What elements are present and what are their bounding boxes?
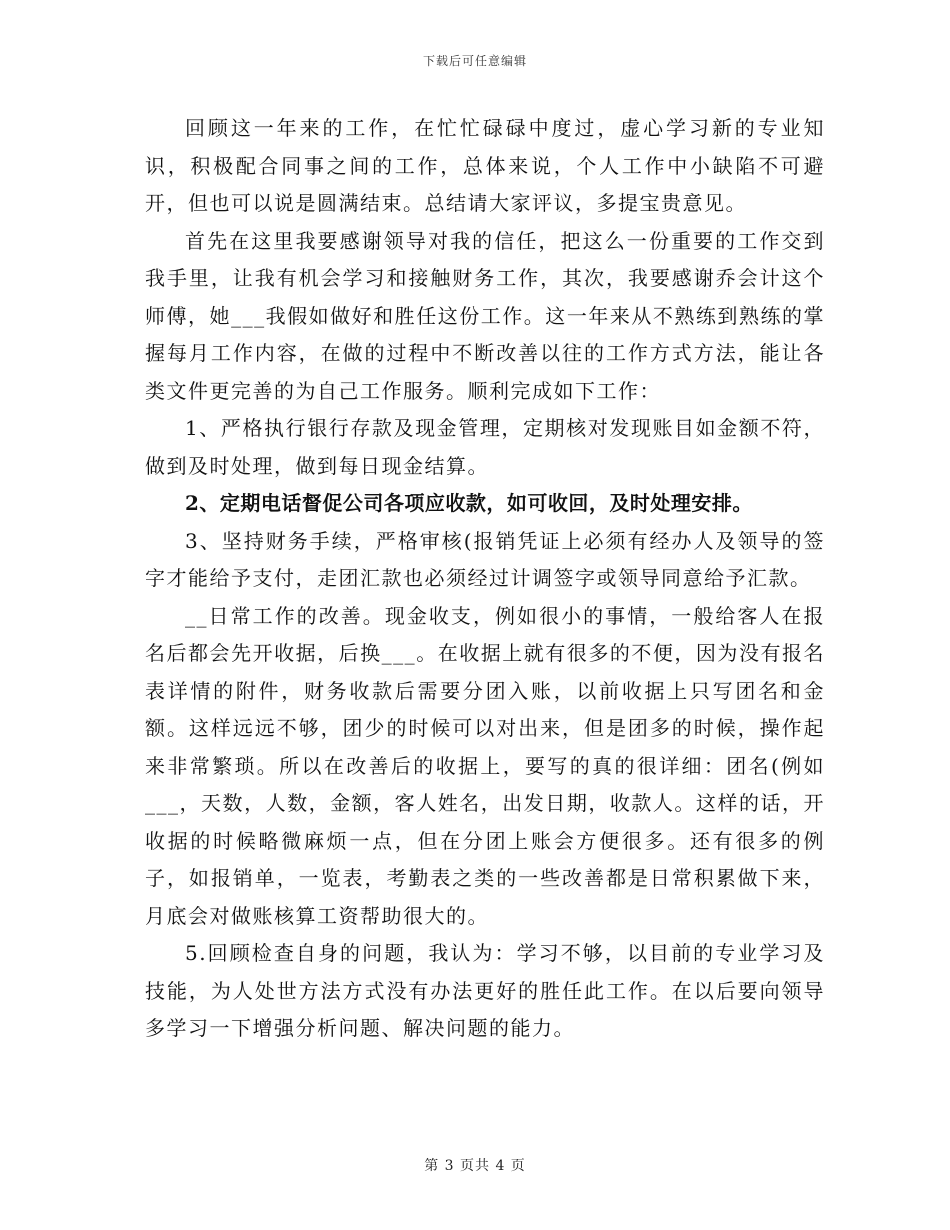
paragraph-thanks: 首先在这里我要感谢领导对我的信任，把这么一份重要的工作交到我手里，让我有机会学习和接触财务工作，其次，我要感谢乔会计这个师傅，她___我假如做好和胜任这份工作。这一年来从不熟练到熟练的掌握每月工作内容，在做的过程中不断改善以往的工作方式方法，能让各类文件更完善的为自己工作服务。顺利完成如下工作： bbox=[145, 228, 825, 403]
page-header: 下载后可任意编辑 bbox=[422, 54, 527, 68]
page-footer: 第 3 页共 4 页 bbox=[424, 1158, 526, 1174]
paragraph-item-5: 5.回顾检查自身的问题，我认为：学习不够，以目前的专业学习及技能，为人处世方法方式没有办法更好的胜任此工作。在以后要向领导多学习一下增强分析问题、解决问题的能力。 bbox=[145, 941, 825, 1040]
paragraph-item-2: 2、定期电话督促公司各项应收款，如可收回，及时处理安排。 bbox=[185, 491, 753, 515]
paragraph-review-intro: 回顾这一年来的工作，在忙忙碌碌中度过，虚心学习新的专业知识，积极配合同事之间的工作，总体来说，个人工作中小缺陷不可避开，但也可以说是圆满结束。总结请大家评议，多提宝贵意见。 bbox=[145, 116, 825, 215]
paragraph-daily-improvement: __日常工作的改善。现金收支，例如很小的事情，一般给客人在报名后都会先开收据，后换___。在收据上就有很多的不便，因为没有报名表详情的附件，财务收款后需要分团入账，以前收据上只写团名和金额。这样远远不够，团少的时候可以对出来，但是团多的时候，操作起来非常繁琐。所以在改善后的收据上，要写的真的很详细：团名(例如___，天数，人数，金额，客人姓名，出发日期，收款人。这样的话，开收据的时候略微麻烦一点，但在分团上账会方便很多。还有很多的例子，如报销单，一览表，考勤表之类的一些改善都是日常积累做下来，月底会对做账核算工资帮助很大的。 bbox=[145, 603, 825, 928]
paragraph-item-1: 1、严格执行银行存款及现金管理，定期核对发现账目如金额不符，做到及时处理，做到每日现金结算。 bbox=[145, 416, 825, 478]
paragraph-item-3: 3、坚持财务手续，严格审核(报销凭证上必须有经办人及领导的签字才能给予支付，走团汇款也必须经过计调签字或领导同意给予汇款。 bbox=[145, 528, 825, 590]
document-body bbox=[145, 110, 825, 1048]
